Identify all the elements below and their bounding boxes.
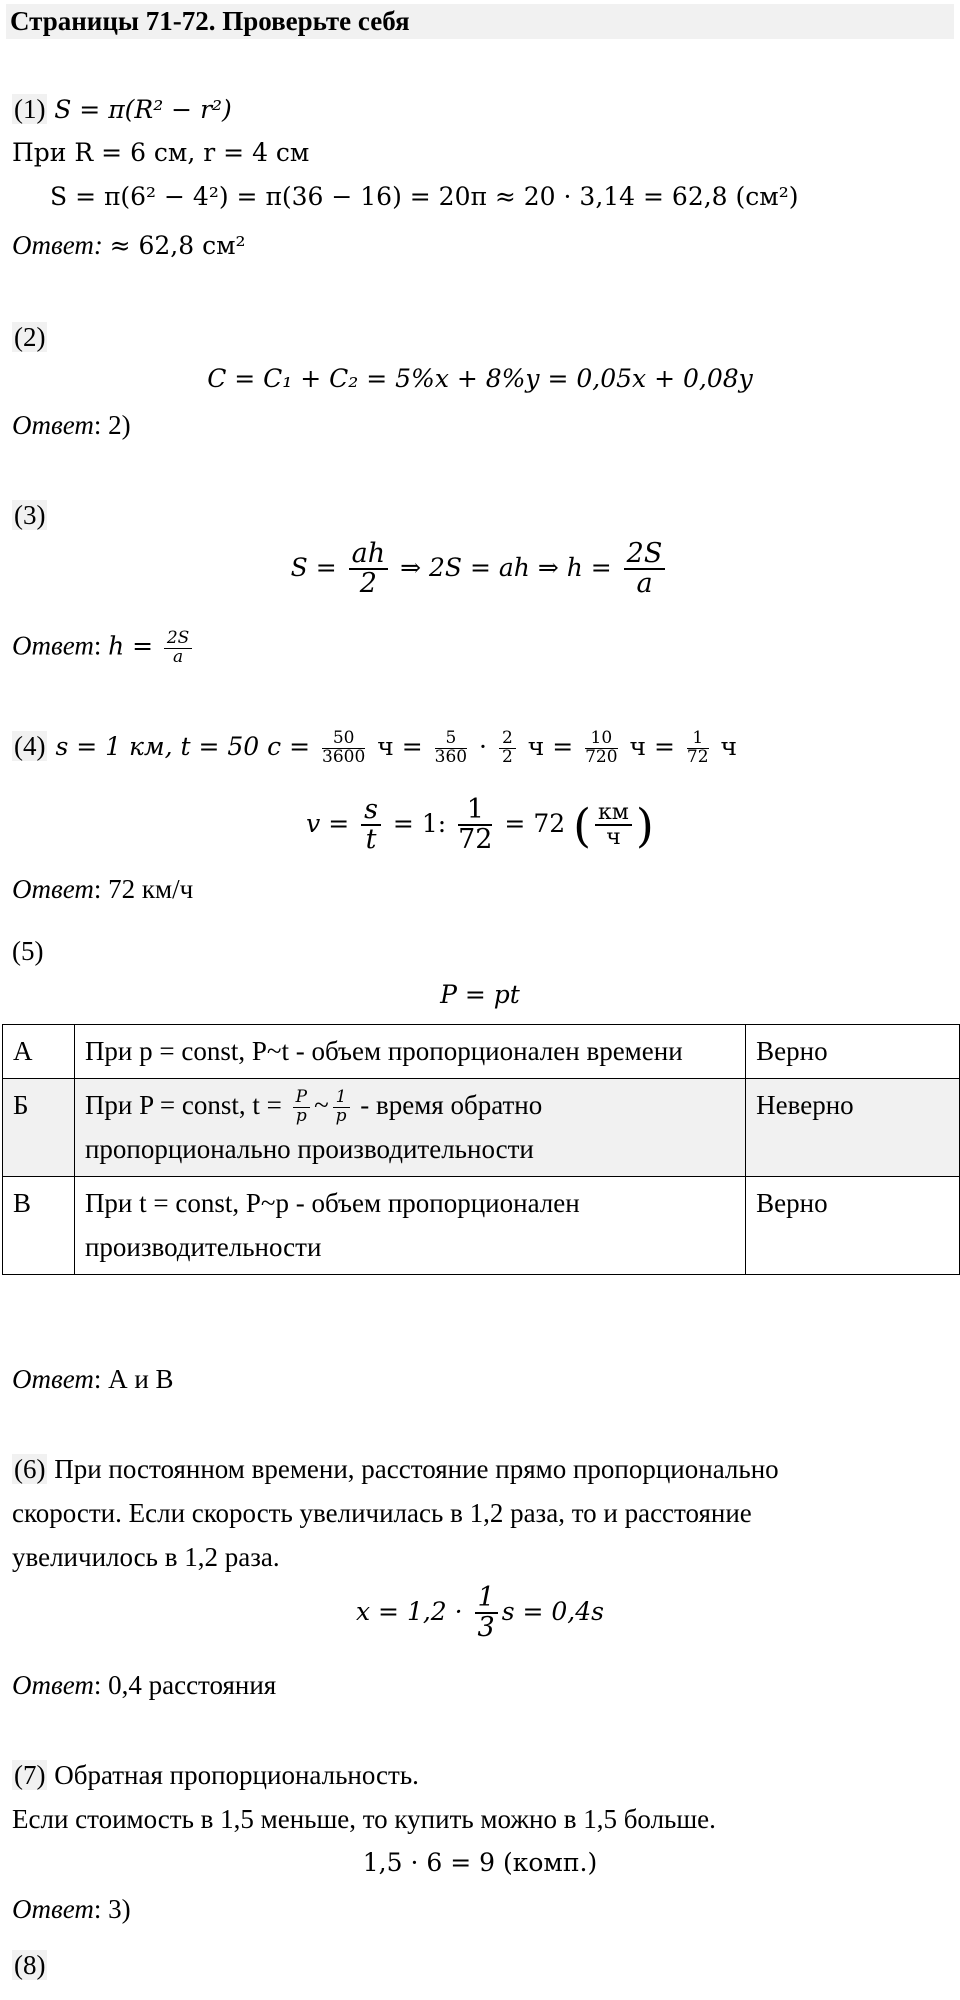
row-verdict: Верно [746, 1025, 960, 1079]
problem-6-text-1: (6) При постоянном времени, расстояние прямо пропорционально [14, 1454, 779, 1484]
problem-4-number: (4) [14, 730, 46, 761]
problem-2-calc: C = C₁ + C₂ = 5%x + 8%y = 0,05x + 0,08y [207, 364, 753, 393]
problem-8-number: (8) [14, 1950, 46, 1980]
problem-3-calc: S = $\frac{ah}{2}$ ⇒ 2S = ah ⇒ h = $\frac{2S}{a}$ [0, 540, 960, 599]
problem-1-number: (1) [14, 94, 46, 124]
problem-5-table [2, 1024, 960, 1275]
problem-7-answer: Ответ: 3) [12, 1894, 131, 1924]
row-statement: При t = const, P~p - объем пропорционален производительности [74, 1176, 745, 1274]
table-row [3, 1078, 960, 1176]
problem-4-line1: (4) s = 1 км, t = 50 с = $\frac{50}{3600}$ ч = $\frac{5}{360}$ · $\frac{2}{2}$ ч = $\frac{10}{720}$ ч = $\frac{1}{72}$ ч [14, 728, 738, 767]
problem-4-answer: Ответ: 72 км/ч [12, 874, 194, 904]
problem-3-number: (3) [14, 500, 46, 530]
problem-6-text-2: скорости. Если скорость увеличилась в 1,2 раза, то и расстояние [12, 1498, 752, 1528]
problem-6-text-3: увеличилось в 1,2 раза. [12, 1542, 280, 1572]
problem-4-velocity: v = $\frac{s}{t}$ = 1: $\frac{1}{72}$ = 72 ( $\frac{км}{ч}$ ) [306, 794, 654, 856]
problem-2-number: (2) [14, 322, 46, 352]
problem-3-answer: Ответ: h = $\frac{2S}{a}$ [12, 630, 196, 667]
problem-6-answer: Ответ: 0,4 расстояния [12, 1670, 277, 1700]
problem-1-answer: Ответ: ≈ 62,8 см² [12, 230, 246, 260]
problem-1-given: При R = 6 см, r = 4 см [12, 138, 310, 167]
problem-1-header [12, 94, 232, 125]
problem-5-number: (5) [12, 936, 44, 966]
problem-7-text-2: Если стоимость в 1,5 меньше, то купить можно в 1,5 больше. [12, 1804, 716, 1834]
row-letter: Б [3, 1078, 75, 1176]
problem-2-answer-value: 2) [108, 410, 131, 440]
row-verdict: Неверно [746, 1078, 960, 1176]
page-title: Страницы 71-72. Проверьте себя [6, 4, 954, 39]
row-statement: При P = const, t = $\frac{P}{p}$ ~ $\frac{1}{p}$ - время обратно пропорционально производительности [74, 1078, 745, 1176]
table-row [3, 1025, 960, 1079]
row-letter: А [3, 1025, 75, 1079]
problem-5-formula: P = pt [440, 980, 520, 1009]
problem-2-answer: Ответ: 2) [12, 410, 131, 440]
problem-1-calc: S = π(6² − 4²) = π(36 − 16) = 20π ≈ 20 · 3,14 = 62,8 (см²) [50, 182, 799, 211]
row-letter: В [3, 1176, 75, 1274]
row-verdict: Верно [746, 1176, 960, 1274]
table-row [3, 1176, 960, 1274]
problem-1-answer-value: ≈ 62,8 см² [109, 231, 246, 260]
problem-7-text-1: (7) Обратная пропорциональность. [14, 1760, 419, 1790]
problem-7-calc: 1,5 · 6 = 9 (комп.) [362, 1848, 598, 1877]
row-statement: При p = const, P~t - объем пропорционален времени [74, 1025, 745, 1079]
problem-1-formula: S = π(R² − r²) [54, 95, 232, 124]
answer-label: Ответ [12, 230, 94, 260]
problem-6-calc: x = 1,2 · $\frac{1}{3}$ s = 0,4s [356, 1582, 604, 1644]
problem-5-answer: Ответ: А и В [12, 1364, 174, 1394]
